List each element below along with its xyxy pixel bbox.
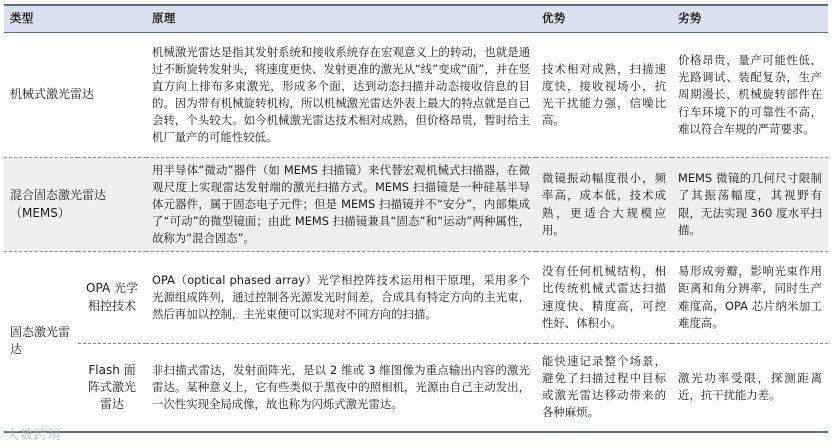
advantages-cell: 技术相对成熟，扫描速度快，接收视场小，抗光干扰能力强，信噪比高。 (536, 33, 672, 158)
header-type: 类型 (4, 5, 146, 33)
type-cell: 机械式激光雷达 (4, 33, 146, 158)
lidar-comparison-table (4, 4, 828, 433)
subtype-cell: Flash 面阵式激光雷达 (78, 344, 146, 432)
table-header-row (4, 5, 828, 33)
type-cell: 固态激光雷达 (4, 252, 78, 432)
principle-cell: 机械激光雷达是指其发射系统和接收系统存在宏观意义上的转动，也就是通过不断旋转发射头，将速度更快、发射更准的激光从“线”变成“面”，并在竖直方向上排布多束激光，形成多个面，达到动态扫描并动态接收信息的目的。因为带有机械旋转机构，所以机械激光雷达外表上最大的特点就是自己会转，个头较大。如今机械激光雷达技术相对成熟，但价格昂贵，暂时给主机厂量产的可能性较低。 (146, 33, 536, 158)
table-row-mechanical (4, 33, 828, 158)
disadvantages-cell: 易形成旁瓣，影响光束作用距离和角分辨率，同时生产难度高，OPA 芯片纳米加工难度高。 (672, 252, 828, 344)
table-row-mems (4, 158, 828, 252)
advantages-cell: 能快速记录整个场景，避免了扫描过程中目标或激光雷达移动带来的各种麻烦。 (536, 344, 672, 432)
type-cell: 混合固态激光雷达（MEMS） (4, 158, 146, 252)
subtype-cell: OPA 光学相控技术 (78, 252, 146, 344)
disadvantages-cell: MEMS 微镜的几何尺寸限制了其振荡幅度，其视野有限，无法实现 360 度水平扫描。 (672, 158, 828, 252)
principle-cell: OPA（optical phased array）光学相控阵技术运用相干原理，采用多个光源组成阵列，通过控制各光源发光时间差，合成具有特定方向的主光束，然后再加以控制，主光束便可以实现对不同方向的扫描。 (146, 252, 536, 344)
header-principle: 原理 (146, 5, 536, 33)
header-advantages: 优势 (536, 5, 672, 33)
principle-cell: 非扫描式雷达，发射面阵光，是以 2 维或 3 维图像为重点输出内容的激光雷达。某种意义上，它有些类似于黑夜中的照相机，光源由自己主动发出，一次性实现全局成像，故也称为闪烁式激光雷达。 (146, 344, 536, 432)
disadvantages-cell: 价格昂贵，量产可能性低，光路调试、装配复杂，生产周期漫长，机械旋转部件在行车环境下的可靠性不高，难以符合车规的严苛要求。 (672, 33, 828, 158)
principle-cell: 用半导体“微动”器件（如 MEMS 扫描镜）来代替宏观机械式扫描器，在微观尺度上实现雷达发射端的激光扫描方式。MEMS 扫描镜是一种硅基半导体元器件，属于固态电子元件；但是 MEMS 扫描镜并不“安分”，内部集成了“可动”的微型镜面；由此 MEMS 扫描镜兼具“固态”和“运动”两种属性，故称为“混合固态”。 (146, 158, 536, 252)
watermark: 大数跨境 (6, 428, 63, 443)
table-row-flash (4, 344, 828, 432)
header-disadvantages: 劣势 (672, 5, 828, 33)
table-row-opa (4, 252, 828, 344)
advantages-cell: 微镜振动幅度很小，频率高，成本低，技术成熟，更适合大规模应用。 (536, 158, 672, 252)
advantages-cell: 没有任何机械结构，相比传统机械式雷达扫描速度快、精度高，可控性好、体积小。 (536, 252, 672, 344)
disadvantages-cell: 激光功率受限，探测距离近，抗干扰能力差。 (672, 344, 828, 432)
